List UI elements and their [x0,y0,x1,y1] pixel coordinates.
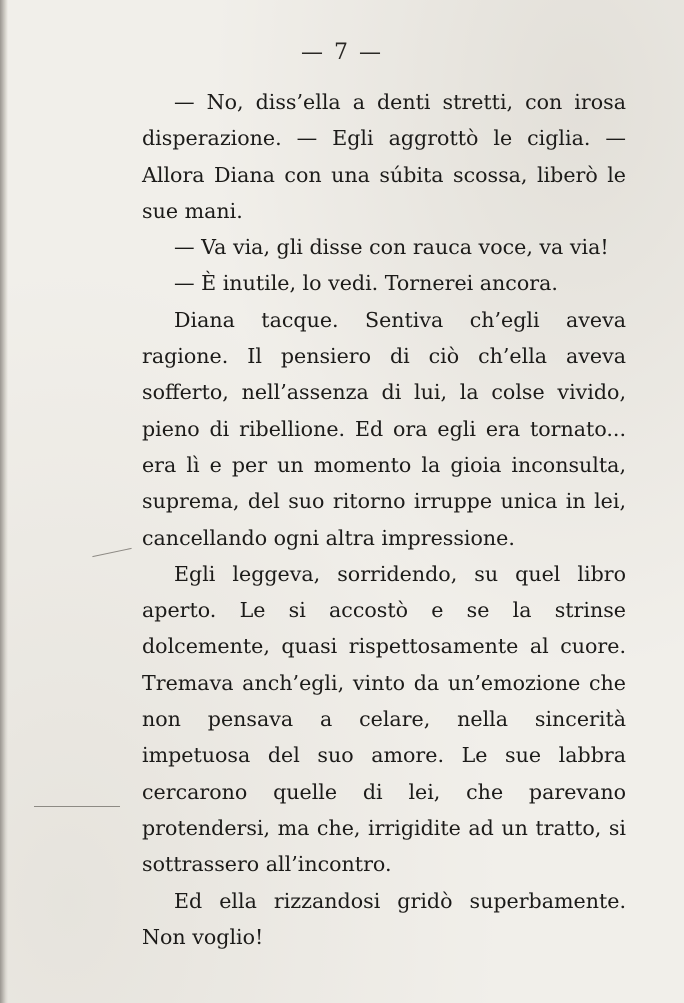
margin-scratch-mark [34,806,120,807]
page-number: — 7 — [301,40,383,65]
paragraph-6: Ed ella rizzandosi gridò superbamente. Non voglio! [142,888,626,949]
paragraph-2: — Va via, gli disse con rauca voce, va via! [174,235,609,260]
page-binding-shadow [0,0,8,1003]
body-text [142,84,626,955]
paragraph-5: Egli leggeva, sorridendo, su quel libro aperto. Le si accostò e se la strinse dolcemente, quasi rispettosamente al cuore. Tremava anch’egli, vinto da un’emozione che non pensava a celare, nella sincerità impetuosa del suo amore. Le sue labbra cercarono quelle di lei, che parevano protendersi, ma che, irrigidite ad un tratto, si sottrassero all’incontro. [142,561,626,877]
paragraph-4: Diana tacque. Sentiva ch’egli aveva ragione. Il pensiero di ciò ch’ella aveva sofferto, nell’assenza di lui, la colse vivido, pieno di ribellione. Ed ora egli era tornato... era lì e per un momento la gioia inconsulta, suprema, del suo ritorno irruppe unica in lei, cancellando ogni altra impressione. [142,307,626,550]
paragraph-3: — È inutile, lo vedi. Tornerei ancora. [174,271,558,296]
margin-scratch-mark [92,548,131,557]
paragraph-1: — No, diss’ella a denti stretti, con irosa disperazione. — Egli aggrottò le ciglia. — Allora Diana con una súbita scossa, liberò le sue mani. [142,90,626,223]
